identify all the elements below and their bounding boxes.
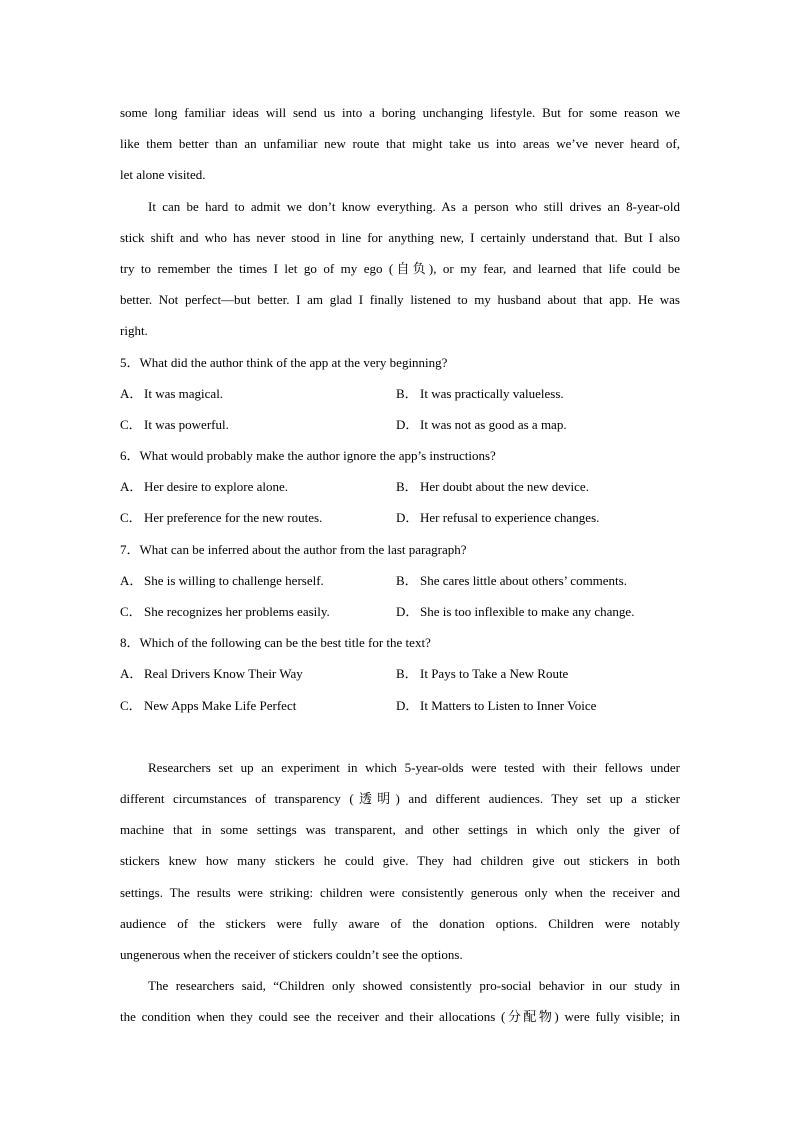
option-row xyxy=(120,599,680,630)
text-line: the condition when they could see the receiver and their allocations (分配物) were fully visible; in xyxy=(120,1009,680,1025)
option-letter: C． xyxy=(120,416,142,432)
question-5 xyxy=(120,350,680,444)
option-text: New Apps Make Life Perfect xyxy=(144,697,297,713)
option-a xyxy=(120,381,396,412)
text-line: stickers knew how many stickers he could give. They had children give out stickers in both xyxy=(120,853,680,869)
question-6 xyxy=(120,443,680,537)
document-page xyxy=(120,100,680,1035)
option-b xyxy=(396,661,672,692)
option-text: It Pays to Take a New Route xyxy=(420,666,569,682)
option-text: It was not as good as a map. xyxy=(420,416,567,432)
option-text: She cares little about others’ comments. xyxy=(420,572,627,588)
passage2-paragraph-1 xyxy=(120,755,680,973)
text-line: different circumstances of transparency (透明) and different audiences. They set up a sticker xyxy=(120,790,680,806)
option-d xyxy=(396,412,672,443)
text-line: Researchers set up an experiment in which 5-year-olds were tested with their fellows under xyxy=(148,759,680,775)
option-text: Her refusal to experience changes. xyxy=(420,510,600,526)
question-stem: 6．What would probably make the author ignore the app’s instructions? xyxy=(120,448,496,464)
option-b xyxy=(396,568,672,599)
question-7 xyxy=(120,537,680,631)
option-text: She is willing to challenge herself. xyxy=(144,572,324,588)
option-letter: B． xyxy=(396,479,418,495)
text-line: some long familiar ideas will send us into a boring unchanging lifestyle. But for some reason we xyxy=(120,105,680,120)
option-letter: D． xyxy=(396,604,419,619)
option-letter: C． xyxy=(120,697,142,713)
option-text: Her preference for the new routes. xyxy=(144,510,323,526)
question-stem: 8．Which of the following can be the best title for the text? xyxy=(120,635,431,651)
text-line: audience of the stickers were fully aware of the donation options. Children were notably xyxy=(120,915,680,931)
text-line: It can be hard to admit we don’t know everything. As a person who still drives an 8-year-old xyxy=(148,198,680,214)
option-letter: B． xyxy=(396,385,418,401)
option-text: It was powerful. xyxy=(144,416,229,432)
option-text: It was magical. xyxy=(144,385,224,401)
section-gap xyxy=(120,724,680,755)
option-letter: A． xyxy=(120,385,143,401)
option-b xyxy=(396,474,672,505)
option-d xyxy=(396,599,672,630)
option-a xyxy=(120,568,396,599)
text-line: right. xyxy=(120,323,148,339)
question-8 xyxy=(120,630,680,724)
option-a xyxy=(120,474,396,505)
text-line: machine that in some settings was transparent, and other settings in which only the giver of xyxy=(120,822,680,838)
option-letter: A． xyxy=(120,479,143,495)
passage1-paragraph-2 xyxy=(120,194,680,350)
question-stem: 5．What did the author think of the app at the very beginning? xyxy=(120,354,448,370)
text-line: settings. The results were striking: children were consistently generous only when the receiver and xyxy=(120,884,680,900)
option-row xyxy=(120,412,680,443)
option-row xyxy=(120,381,680,412)
option-row xyxy=(120,474,680,505)
text-line: let alone visited. xyxy=(120,167,206,183)
text-line: stick shift and who has never stood in line for anything new, I certainly understand that. But I also xyxy=(120,229,680,245)
option-text: It was practically valueless. xyxy=(420,385,564,401)
text-line: better. Not perfect—but better. I am glad I finally listened to my husband about that app. He was xyxy=(120,292,680,308)
option-c xyxy=(120,412,396,443)
option-letter: D． xyxy=(396,697,419,713)
option-letter: A． xyxy=(120,572,143,588)
option-d xyxy=(396,505,672,536)
option-row xyxy=(120,505,680,536)
question-stem: 7．What can be inferred about the author from the last paragraph? xyxy=(120,541,467,557)
option-a xyxy=(120,661,396,692)
option-letter: D． xyxy=(396,510,419,526)
option-d xyxy=(396,693,672,724)
option-b xyxy=(396,381,672,412)
option-text: She is too inflexible to make any change. xyxy=(420,604,635,619)
option-text: She recognizes her problems easily. xyxy=(144,604,330,619)
option-row xyxy=(120,568,680,599)
option-text: Her desire to explore alone. xyxy=(144,479,289,495)
option-text: Her doubt about the new device. xyxy=(420,479,589,495)
option-letter: D． xyxy=(396,416,419,432)
text-line: like them better than an unfamiliar new route that might take us into areas we’ve never heard of, xyxy=(120,136,680,152)
text-line: ungenerous when the receiver of stickers couldn’t see the options. xyxy=(120,946,463,962)
option-letter: C． xyxy=(120,510,142,526)
option-c xyxy=(120,505,396,536)
option-letter: A． xyxy=(120,666,143,682)
option-text: It Matters to Listen to Inner Voice xyxy=(420,697,597,713)
option-letter: B． xyxy=(396,666,418,682)
passage2-paragraph-2 xyxy=(120,973,680,1035)
text-line: The researchers said, “Children only showed consistently pro-social behavior in our study in xyxy=(148,978,680,994)
passage1-paragraph-1 xyxy=(120,100,680,194)
option-text: Real Drivers Know Their Way xyxy=(144,666,303,682)
option-c xyxy=(120,693,396,724)
option-row xyxy=(120,693,680,724)
option-row xyxy=(120,661,680,692)
option-letter: C． xyxy=(120,604,142,619)
option-letter: B． xyxy=(396,572,418,588)
text-line: try to remember the times I let go of my ego (自负), or my fear, and learned that life could be xyxy=(120,260,680,276)
option-c xyxy=(120,599,396,630)
